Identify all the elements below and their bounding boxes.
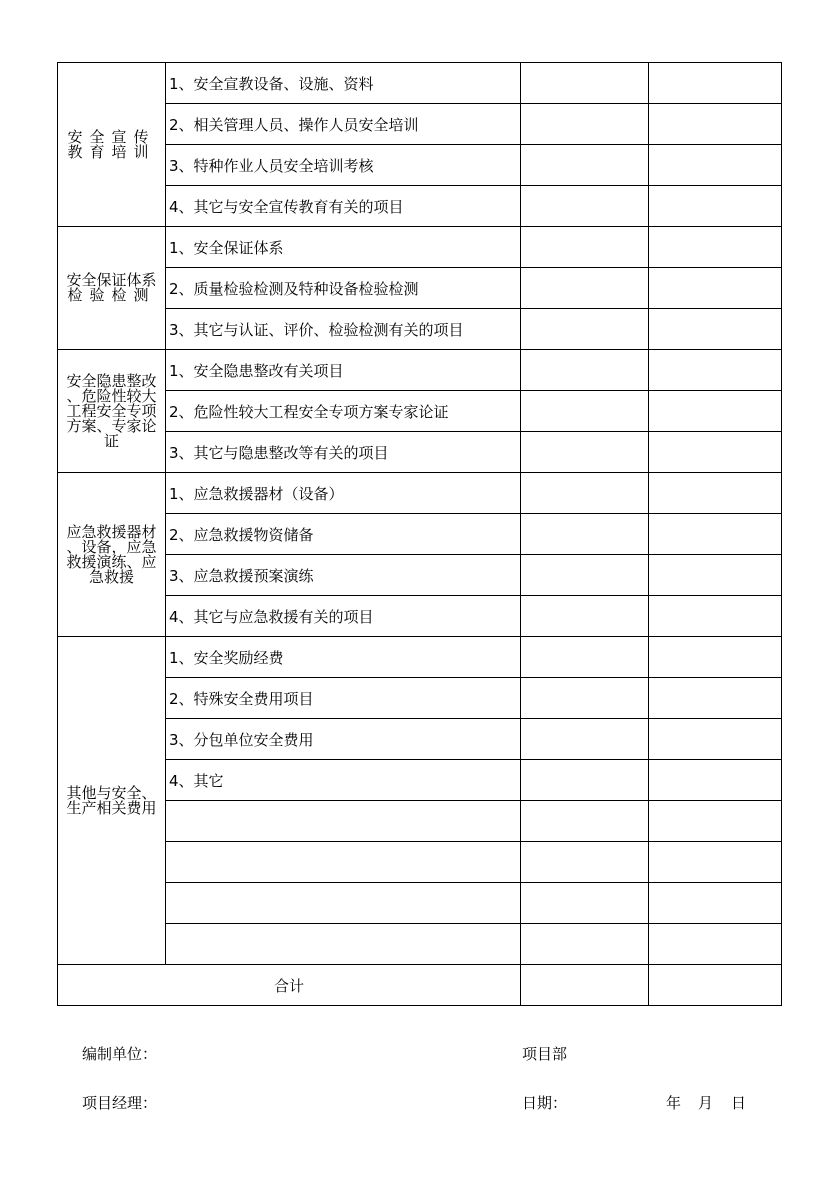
amount-cell[interactable]: [521, 760, 649, 801]
remark-cell[interactable]: [649, 678, 782, 719]
remark-cell[interactable]: [649, 145, 782, 186]
item-cell: 3、其它与隐患整改等有关的项目: [166, 432, 521, 473]
remark-cell[interactable]: [649, 924, 782, 965]
amount-cell[interactable]: [521, 186, 649, 227]
project-dept-label: 项目部: [522, 1045, 568, 1063]
category-cell: [58, 637, 166, 965]
remark-cell[interactable]: [649, 309, 782, 350]
item-cell[interactable]: [166, 842, 521, 883]
category-label-line: 安全宣传: [67, 127, 156, 146]
amount-cell[interactable]: [521, 924, 649, 965]
category-label-line: 急救援: [88, 567, 134, 586]
expense-table: [57, 62, 782, 1006]
table-row: [58, 473, 782, 514]
table-row: [58, 227, 782, 268]
date-label: 日期：: [522, 1094, 568, 1112]
amount-cell[interactable]: [521, 555, 649, 596]
item-cell: 3、分包单位安全费用: [166, 719, 521, 760]
item-cell: 2、危险性较大工程安全专项方案专家论证: [166, 391, 521, 432]
amount-cell[interactable]: [521, 350, 649, 391]
amount-cell[interactable]: [521, 227, 649, 268]
amount-cell[interactable]: [521, 719, 649, 760]
amount-cell[interactable]: [521, 637, 649, 678]
day-label: 日: [731, 1094, 747, 1112]
category-label-line: 生产相关费用: [66, 798, 157, 817]
amount-cell[interactable]: [521, 596, 649, 637]
category-label-line: 救援演练、应: [66, 552, 157, 571]
project-manager-label: 项目经理：: [82, 1094, 158, 1112]
total-amount-cell[interactable]: [521, 965, 649, 1006]
table-row: [58, 391, 782, 432]
table-row: [58, 63, 782, 104]
item-cell: 1、安全隐患整改有关项目: [166, 350, 521, 391]
remark-cell[interactable]: [649, 637, 782, 678]
amount-cell[interactable]: [521, 145, 649, 186]
category-label-line: 工程安全专项: [66, 401, 157, 420]
remark-cell[interactable]: [649, 63, 782, 104]
remark-cell[interactable]: [649, 801, 782, 842]
item-cell[interactable]: [166, 924, 521, 965]
table-row: [58, 842, 782, 883]
item-cell[interactable]: [166, 801, 521, 842]
amount-cell[interactable]: [521, 63, 649, 104]
amount-cell[interactable]: [521, 473, 649, 514]
item-cell: 3、其它与认证、评价、检验检测有关的项目: [166, 309, 521, 350]
item-cell: 1、安全保证体系: [166, 227, 521, 268]
amount-cell[interactable]: [521, 883, 649, 924]
item-cell: 1、安全奖励经费: [166, 637, 521, 678]
amount-cell[interactable]: [521, 309, 649, 350]
category-label-line: 教育培训: [67, 142, 156, 161]
table-row: [58, 514, 782, 555]
category-label-line: 应急救援器材: [66, 522, 157, 541]
item-cell[interactable]: [166, 883, 521, 924]
remark-cell[interactable]: [649, 596, 782, 637]
total-label: 合计: [58, 965, 521, 1006]
item-cell: 1、安全宣教设备、设施、资料: [166, 63, 521, 104]
item-cell: 2、相关管理人员、操作人员安全培训: [166, 104, 521, 145]
remark-cell[interactable]: [649, 350, 782, 391]
amount-cell[interactable]: [521, 678, 649, 719]
category-label-line: 方案、专家论: [66, 416, 157, 435]
item-cell: 2、特殊安全费用项目: [166, 678, 521, 719]
category-cell: [58, 473, 166, 637]
table-row: [58, 432, 782, 473]
table-row: [58, 555, 782, 596]
table-row: [58, 801, 782, 842]
item-cell: 2、质量检验检测及特种设备检验检测: [166, 268, 521, 309]
remark-cell[interactable]: [649, 432, 782, 473]
remark-cell[interactable]: [649, 842, 782, 883]
amount-cell[interactable]: [521, 268, 649, 309]
remark-cell[interactable]: [649, 391, 782, 432]
item-cell: 2、应急救援物资储备: [166, 514, 521, 555]
category-cell: [58, 350, 166, 473]
remark-cell[interactable]: [649, 719, 782, 760]
remark-cell[interactable]: [649, 186, 782, 227]
category-label-line: 安全保证体系: [66, 271, 157, 289]
total-remark-cell[interactable]: [649, 965, 782, 1006]
total-row: [58, 965, 782, 1006]
item-cell: 4、其它: [166, 760, 521, 801]
category-cell: [58, 63, 166, 227]
table-row: [58, 760, 782, 801]
table-row: [58, 268, 782, 309]
category-label-line: 、设备，应急: [66, 537, 157, 556]
remark-cell[interactable]: [649, 268, 782, 309]
item-cell: 4、其它与安全宣传教育有关的项目: [166, 186, 521, 227]
table-row: [58, 678, 782, 719]
amount-cell[interactable]: [521, 104, 649, 145]
remark-cell[interactable]: [649, 227, 782, 268]
item-cell: 3、特种作业人员安全培训考核: [166, 145, 521, 186]
item-cell: 4、其它与应急救援有关的项目: [166, 596, 521, 637]
amount-cell[interactable]: [521, 432, 649, 473]
remark-cell[interactable]: [649, 883, 782, 924]
item-cell: 3、应急救援预案演练: [166, 555, 521, 596]
table-row: [58, 186, 782, 227]
category-label-line: 安全隐患整改: [66, 371, 157, 390]
table-row: [58, 350, 782, 391]
category-cell: [58, 227, 166, 350]
prepared-by-label: 编制单位：: [82, 1045, 158, 1063]
remark-cell[interactable]: [649, 104, 782, 145]
amount-cell[interactable]: [521, 514, 649, 555]
year-label: 年: [666, 1094, 682, 1112]
table-row: [58, 596, 782, 637]
category-label-line: 证: [103, 431, 119, 450]
remark-cell[interactable]: [649, 760, 782, 801]
remark-cell[interactable]: [649, 473, 782, 514]
item-cell: 1、应急救援器材（设备）: [166, 473, 521, 514]
category-label-line: 检验检测: [67, 286, 156, 304]
amount-cell[interactable]: [521, 842, 649, 883]
remark-cell[interactable]: [649, 514, 782, 555]
category-label-line: 其他与安全、: [66, 783, 157, 802]
table-row: [58, 924, 782, 965]
month-label: 月: [698, 1094, 714, 1112]
table-row: [58, 104, 782, 145]
table-row: [58, 883, 782, 924]
table-row: [58, 637, 782, 678]
category-label-line: 、危险性较大: [66, 386, 157, 405]
table-row: [58, 719, 782, 760]
remark-cell[interactable]: [649, 555, 782, 596]
table-row: [58, 309, 782, 350]
table-row: [58, 145, 782, 186]
amount-cell[interactable]: [521, 801, 649, 842]
amount-cell[interactable]: [521, 391, 649, 432]
